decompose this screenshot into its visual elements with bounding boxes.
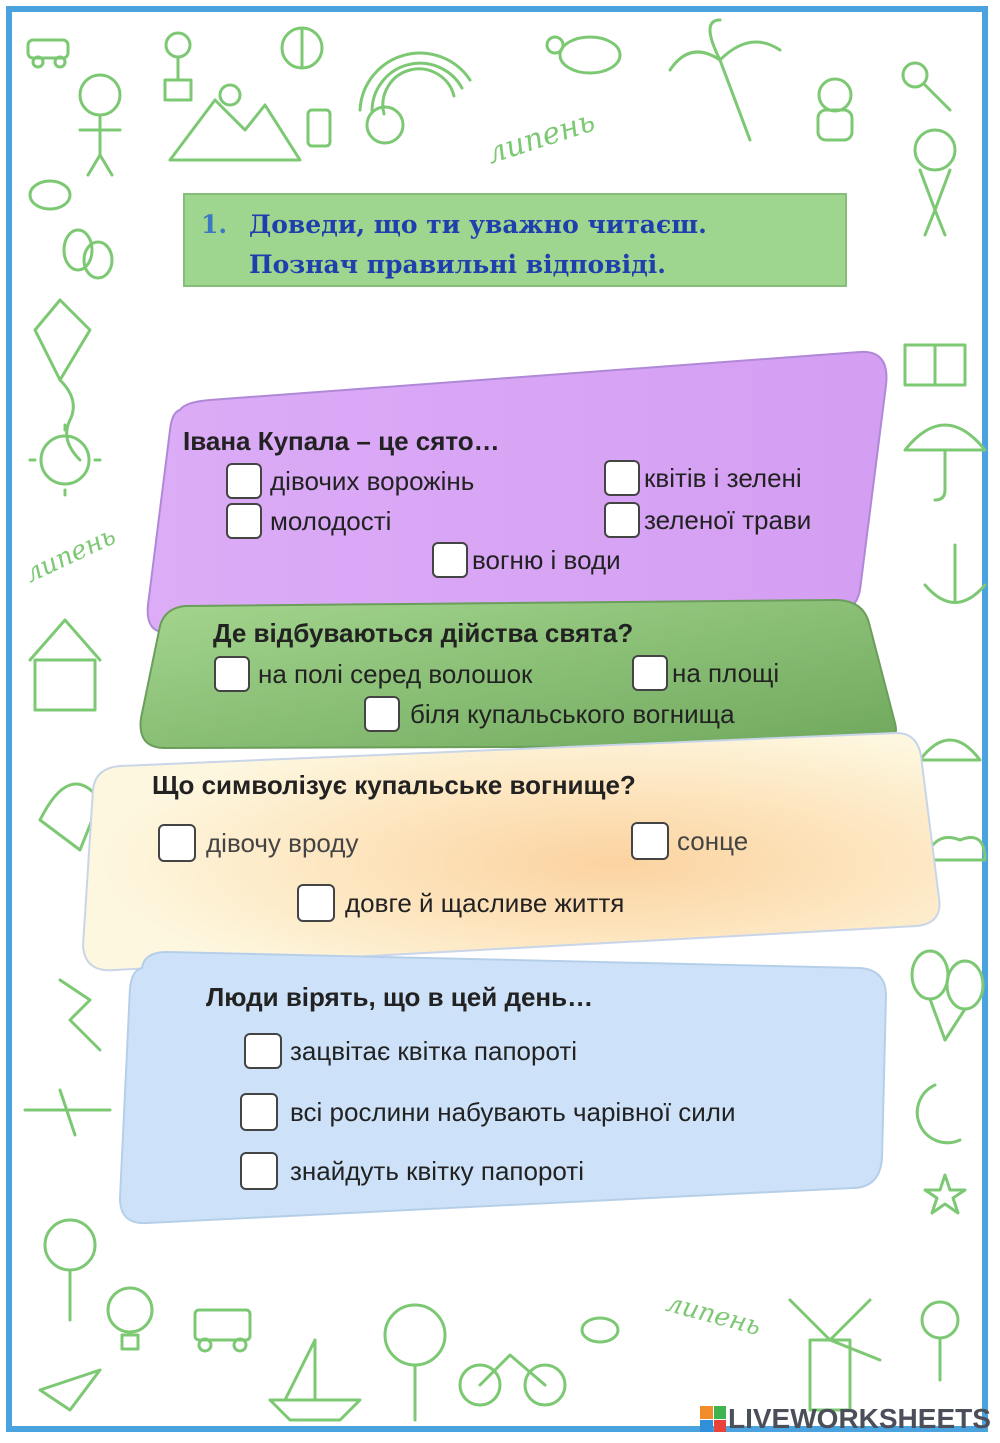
q2-option-2[interactable] <box>632 655 779 691</box>
q1-option-2[interactable] <box>604 460 802 496</box>
butterfly-doodle <box>64 230 112 278</box>
q1-option-3-label: молодості <box>270 505 392 536</box>
balloon-bottom-doodle <box>108 1288 152 1349</box>
doodle-word-2: липень <box>20 520 121 590</box>
q1-option-5[interactable] <box>432 542 621 578</box>
anchor-doodle <box>925 545 985 603</box>
umbrella-doodle <box>905 425 985 500</box>
bird-doodle <box>30 181 70 209</box>
ball-doodle <box>282 28 322 68</box>
liveworksheets-logo <box>700 1402 991 1436</box>
plane-doodle <box>25 1090 110 1135</box>
q1-option-2-label: квітів і зелені <box>644 462 802 493</box>
q1-option-1-label: дівочих ворожінь <box>270 465 475 496</box>
doodle-word-1: липень <box>482 103 600 172</box>
q3-option-2-label: сонце <box>677 825 749 856</box>
q4-option-1-label: зацвітає квітка папороті <box>290 1035 578 1066</box>
q2-option-3[interactable] <box>364 696 735 732</box>
q1-checkbox-5[interactable] <box>432 542 468 578</box>
q4-checkbox-2[interactable] <box>240 1093 278 1131</box>
truck-doodle <box>195 1310 250 1351</box>
q2-checkbox-2[interactable] <box>632 655 668 691</box>
paper-plane-doodle <box>40 1370 100 1410</box>
sun-doodle <box>30 425 100 495</box>
car-doodle <box>28 40 68 67</box>
q4-checkbox-1[interactable] <box>244 1033 282 1069</box>
q1-option-4[interactable] <box>604 502 811 538</box>
palm-doodle <box>670 20 780 140</box>
q1-option-3[interactable] <box>226 503 391 539</box>
sun2-doodle <box>45 1220 95 1320</box>
question-2-text: Де відбуваються дійства свята? <box>213 618 634 648</box>
task-title-line2: Познач правильні відповіді. <box>249 250 666 279</box>
q4-option-1[interactable] <box>244 1033 577 1069</box>
q3-option-1[interactable] <box>158 824 358 862</box>
logo-mark-icon <box>700 1406 726 1432</box>
boat-doodle <box>270 1340 360 1420</box>
q1-option-4-label: зеленої трави <box>644 504 812 535</box>
lightning-doodle <box>60 980 100 1050</box>
q4-option-2-label: всі рослини набувають чарівної сили <box>290 1096 736 1127</box>
girl-doodle <box>915 130 955 235</box>
q3-option-3-label: довге й щасливе життя <box>345 887 625 918</box>
q2-checkbox-3[interactable] <box>364 696 400 732</box>
q3-option-3[interactable] <box>297 884 624 922</box>
q4-option-3-label: знайдуть квітку папороті <box>290 1155 584 1186</box>
task-title-line1: Доведи, що ти уважно читаєш. <box>249 210 707 239</box>
q3-checkbox-3[interactable] <box>297 884 335 922</box>
q1-option-1[interactable] <box>226 463 474 499</box>
windmill-doodle <box>790 1300 880 1410</box>
q3-option-1-label: дівочу вроду <box>206 827 359 858</box>
q1-checkbox-2[interactable] <box>604 460 640 496</box>
task-header <box>183 193 847 287</box>
question-3-text: Що символізує купальське вогнище? <box>152 770 636 800</box>
q2-option-1-label: на полі серед волошок <box>258 658 533 689</box>
q4-option-3[interactable] <box>240 1152 584 1190</box>
q2-option-2-label: на площі <box>672 657 780 688</box>
task-number: 1. <box>201 210 228 239</box>
q3-checkbox-2[interactable] <box>631 822 669 860</box>
q1-checkbox-1[interactable] <box>226 463 262 499</box>
moon-doodle <box>917 1085 960 1143</box>
q3-option-2[interactable] <box>631 822 748 860</box>
logo-text: LIVEWORKSHEETS <box>728 1403 991 1434</box>
phone-doodle <box>308 110 330 146</box>
lollipop-doodle <box>903 63 950 110</box>
rainbow-doodle <box>360 53 470 143</box>
q4-option-2[interactable] <box>240 1093 736 1131</box>
turtle-doodle <box>547 37 620 73</box>
q2-option-1[interactable] <box>214 656 532 692</box>
question-4-text: Люди вірять, що в цей день… <box>206 982 594 1012</box>
q3-checkbox-1[interactable] <box>158 824 196 862</box>
crab-doodle <box>582 1318 618 1342</box>
cat-doodle <box>818 79 852 140</box>
question-1-text: Івана Купала – це сято… <box>183 426 500 456</box>
bicycle-doodle <box>460 1355 565 1405</box>
q1-checkbox-4[interactable] <box>604 502 640 538</box>
q4-checkbox-3[interactable] <box>240 1152 278 1190</box>
doodle-word-3: липень <box>662 1287 764 1343</box>
q1-option-5-label: вогню і води <box>472 544 621 575</box>
q2-option-3-label: біля купальського вогнища <box>410 698 735 729</box>
kid-bottom-doodle <box>922 1302 958 1380</box>
q1-checkbox-3[interactable] <box>226 503 262 539</box>
stars-doodle <box>925 1175 965 1213</box>
flower-pot-doodle <box>165 33 191 100</box>
book-doodle <box>905 345 965 385</box>
q2-checkbox-1[interactable] <box>214 656 250 692</box>
house-doodle <box>30 620 100 710</box>
kid-doodle <box>80 75 120 175</box>
tree-doodle <box>385 1305 445 1420</box>
